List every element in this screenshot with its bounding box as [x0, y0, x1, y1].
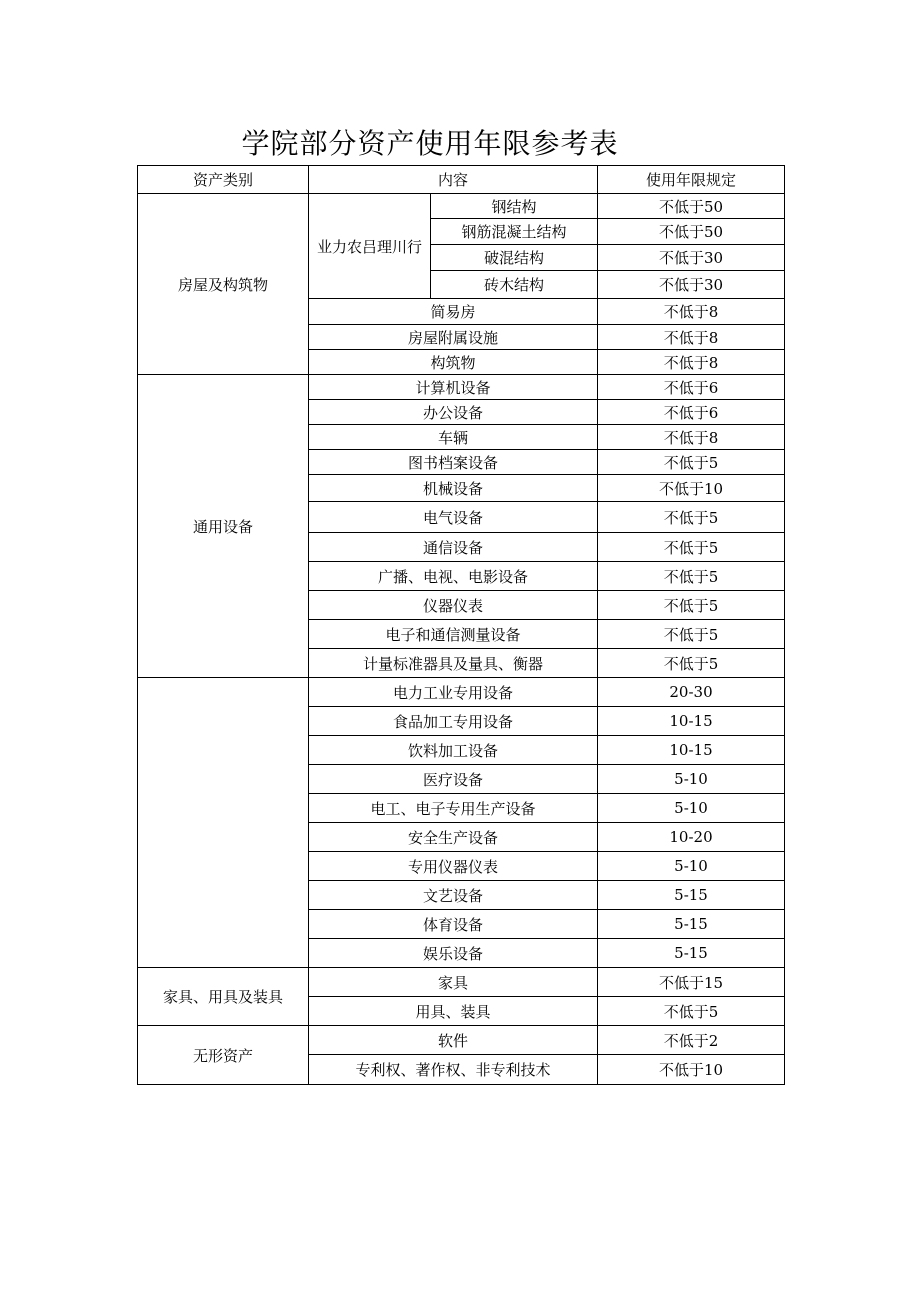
content-cell: 图书档案设备	[309, 450, 598, 475]
content-cell: 文艺设备	[309, 881, 598, 910]
period-cell: 10-15	[598, 707, 785, 736]
content-cell: 钢结构	[431, 194, 598, 219]
period-cell: 不低于2	[598, 1026, 785, 1055]
period-cell: 不低于5	[598, 591, 785, 620]
period-cell: 不低于30	[598, 271, 785, 299]
period-cell: 不低于8	[598, 425, 785, 450]
table-row	[138, 194, 785, 219]
period-cell: 不低于50	[598, 194, 785, 219]
period-cell: 5-15	[598, 910, 785, 939]
content-cell: 体育设备	[309, 910, 598, 939]
period-cell: 5-10	[598, 765, 785, 794]
category-intangible: 无形资产	[138, 1026, 309, 1085]
period-cell: 不低于5	[598, 997, 785, 1026]
period-cell: 不低于30	[598, 245, 785, 271]
period-cell: 不低于5	[598, 620, 785, 649]
content-cell: 专用仪器仪表	[309, 852, 598, 881]
period-cell: 不低于15	[598, 968, 785, 997]
content-cell: 饮料加工设备	[309, 736, 598, 765]
period-cell: 10-20	[598, 823, 785, 852]
content-cell: 电力工业专用设备	[309, 678, 598, 707]
header-category: 资产类别	[138, 166, 309, 194]
category-general-equipment: 通用设备	[138, 375, 309, 678]
page-title: 学院部分资产使用年限参考表	[241, 127, 619, 160]
content-cell: 广播、电视、电影设备	[309, 562, 598, 591]
content-cell: 电气设备	[309, 502, 598, 533]
content-cell: 通信设备	[309, 533, 598, 562]
period-cell: 不低于5	[598, 533, 785, 562]
content-cell: 专利权、著作权、非专利技术	[309, 1055, 598, 1085]
period-cell: 不低于8	[598, 350, 785, 375]
table-row	[138, 678, 785, 707]
category-special-equipment	[138, 678, 309, 968]
period-cell: 不低于6	[598, 400, 785, 425]
period-cell: 不低于6	[598, 375, 785, 400]
content-cell: 简易房	[309, 299, 598, 325]
category-buildings: 房屋及构筑物	[138, 194, 309, 375]
side-note: 业力农吕理川行	[309, 194, 431, 299]
header-row	[138, 166, 785, 194]
period-cell: 不低于5	[598, 502, 785, 533]
period-cell: 不低于10	[598, 1055, 785, 1085]
period-cell: 不低于10	[598, 475, 785, 502]
period-cell: 10-15	[598, 736, 785, 765]
content-cell: 钢筋混凝土结构	[431, 219, 598, 245]
content-cell: 软件	[309, 1026, 598, 1055]
period-cell: 不低于8	[598, 325, 785, 350]
period-cell: 不低于8	[598, 299, 785, 325]
content-cell: 电子和通信测量设备	[309, 620, 598, 649]
period-cell: 5-15	[598, 939, 785, 968]
content-cell: 车辆	[309, 425, 598, 450]
period-cell: 5-10	[598, 852, 785, 881]
content-cell: 构筑物	[309, 350, 598, 375]
header-content: 内容	[309, 166, 598, 194]
content-cell: 仪器仪表	[309, 591, 598, 620]
period-cell: 20-30	[598, 678, 785, 707]
table-row	[138, 375, 785, 400]
content-cell: 办公设备	[309, 400, 598, 425]
category-furniture: 家具、用具及装具	[138, 968, 309, 1026]
content-cell: 家具	[309, 968, 598, 997]
period-cell: 5-10	[598, 794, 785, 823]
table-row	[138, 968, 785, 997]
content-cell: 破混结构	[431, 245, 598, 271]
content-cell: 用具、装具	[309, 997, 598, 1026]
period-cell: 不低于5	[598, 649, 785, 678]
content-cell: 娱乐设备	[309, 939, 598, 968]
asset-life-table	[137, 165, 785, 1085]
table-row	[138, 1026, 785, 1055]
period-cell: 不低于50	[598, 219, 785, 245]
content-cell: 计量标准器具及量具、衡器	[309, 649, 598, 678]
content-cell: 砖木结构	[431, 271, 598, 299]
header-period: 使用年限规定	[598, 166, 785, 194]
period-cell: 不低于5	[598, 450, 785, 475]
period-cell: 5-15	[598, 881, 785, 910]
content-cell: 食品加工专用设备	[309, 707, 598, 736]
content-cell: 计算机设备	[309, 375, 598, 400]
content-cell: 房屋附属设施	[309, 325, 598, 350]
content-cell: 电工、电子专用生产设备	[309, 794, 598, 823]
period-cell: 不低于5	[598, 562, 785, 591]
content-cell: 医疗设备	[309, 765, 598, 794]
content-cell: 机械设备	[309, 475, 598, 502]
content-cell: 安全生产设备	[309, 823, 598, 852]
